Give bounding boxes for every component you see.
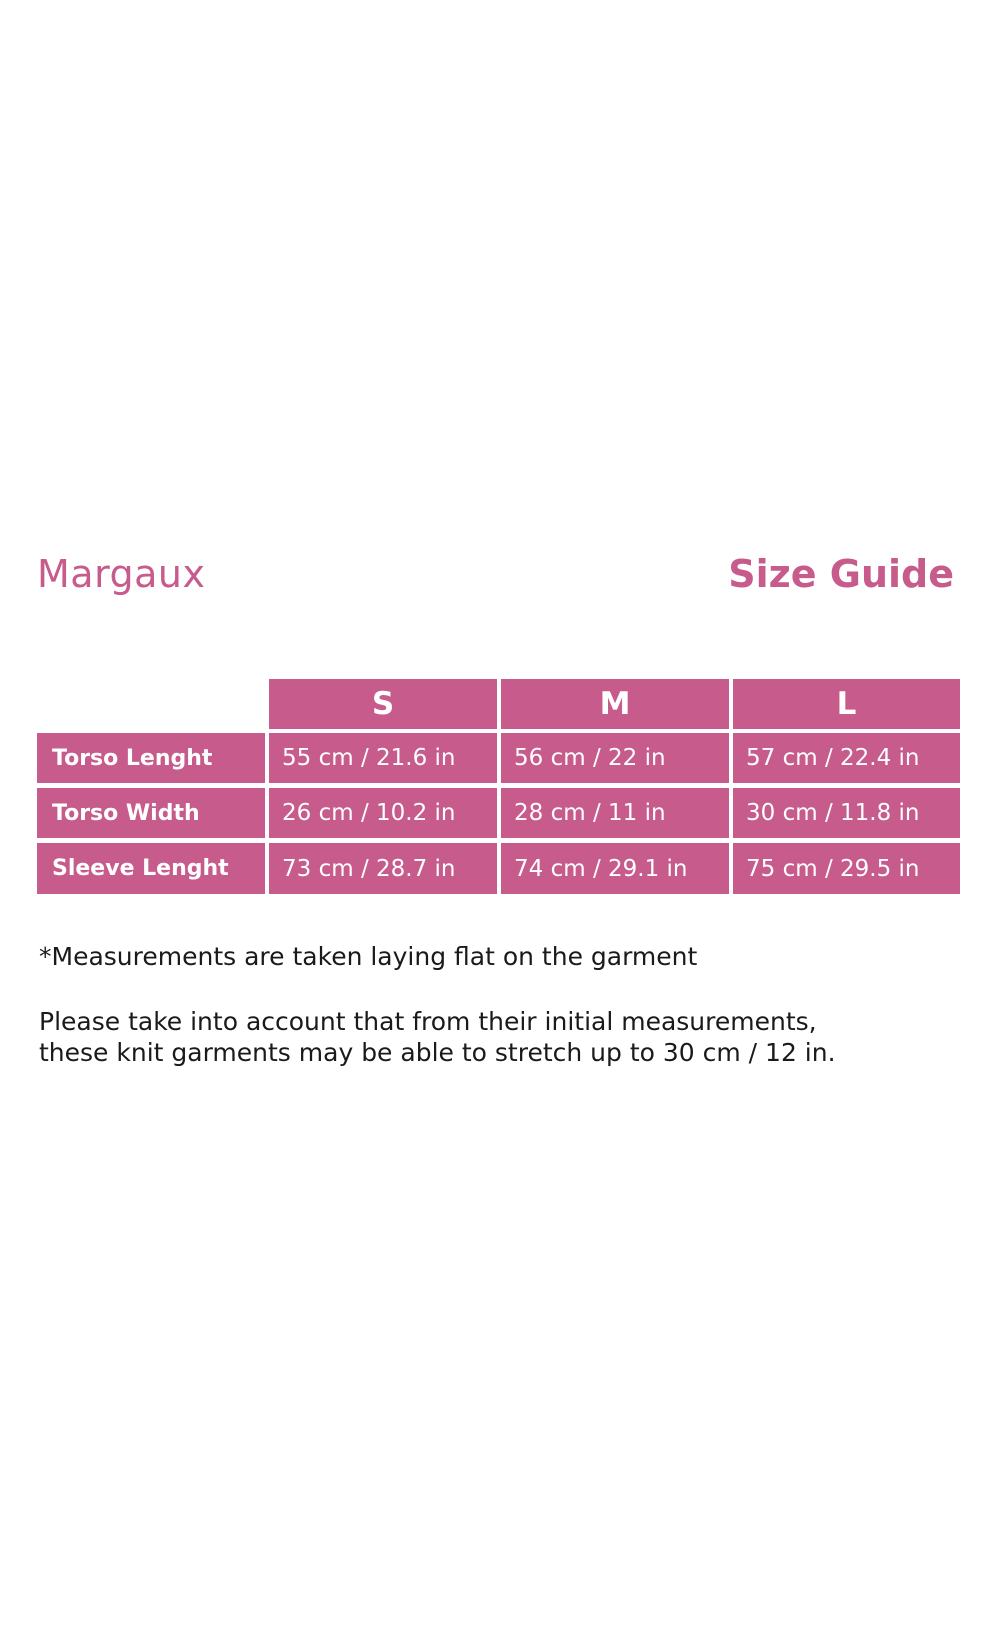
row-label-sleeve-length: Sleeve Lenght [37, 843, 265, 894]
stretch-note-line: Please take into account that from their initial measurements, [39, 1007, 817, 1036]
table-cell: 74 cm / 29.1 in [501, 843, 729, 894]
table-cell: 28 cm / 11 in [501, 788, 729, 838]
table-cell: 73 cm / 28.7 in [269, 843, 497, 894]
row-label-torso-length: Torso Lenght [37, 733, 265, 783]
table-cell: 56 cm / 22 in [501, 733, 729, 783]
stretch-note-line: these knit garments may be able to stretch up to 30 cm / 12 in. [39, 1038, 836, 1067]
row-label-torso-width: Torso Width [37, 788, 265, 838]
stretch-note [39, 1006, 939, 1068]
brand-name: Margaux [37, 552, 206, 596]
size-header-m: M [501, 679, 729, 729]
table-cell: 55 cm / 21.6 in [269, 733, 497, 783]
size-header-s: S [269, 679, 497, 729]
size-header-l: L [733, 679, 960, 729]
table-cell: 57 cm / 22.4 in [733, 733, 960, 783]
table-cell: 26 cm / 10.2 in [269, 788, 497, 838]
measurement-note: *Measurements are taken laying flat on the garment [39, 942, 698, 971]
table-cell: 30 cm / 11.8 in [733, 788, 960, 838]
table-cell: 75 cm / 29.5 in [733, 843, 960, 894]
size-table [37, 679, 960, 895]
page-title: Size Guide [728, 552, 954, 596]
